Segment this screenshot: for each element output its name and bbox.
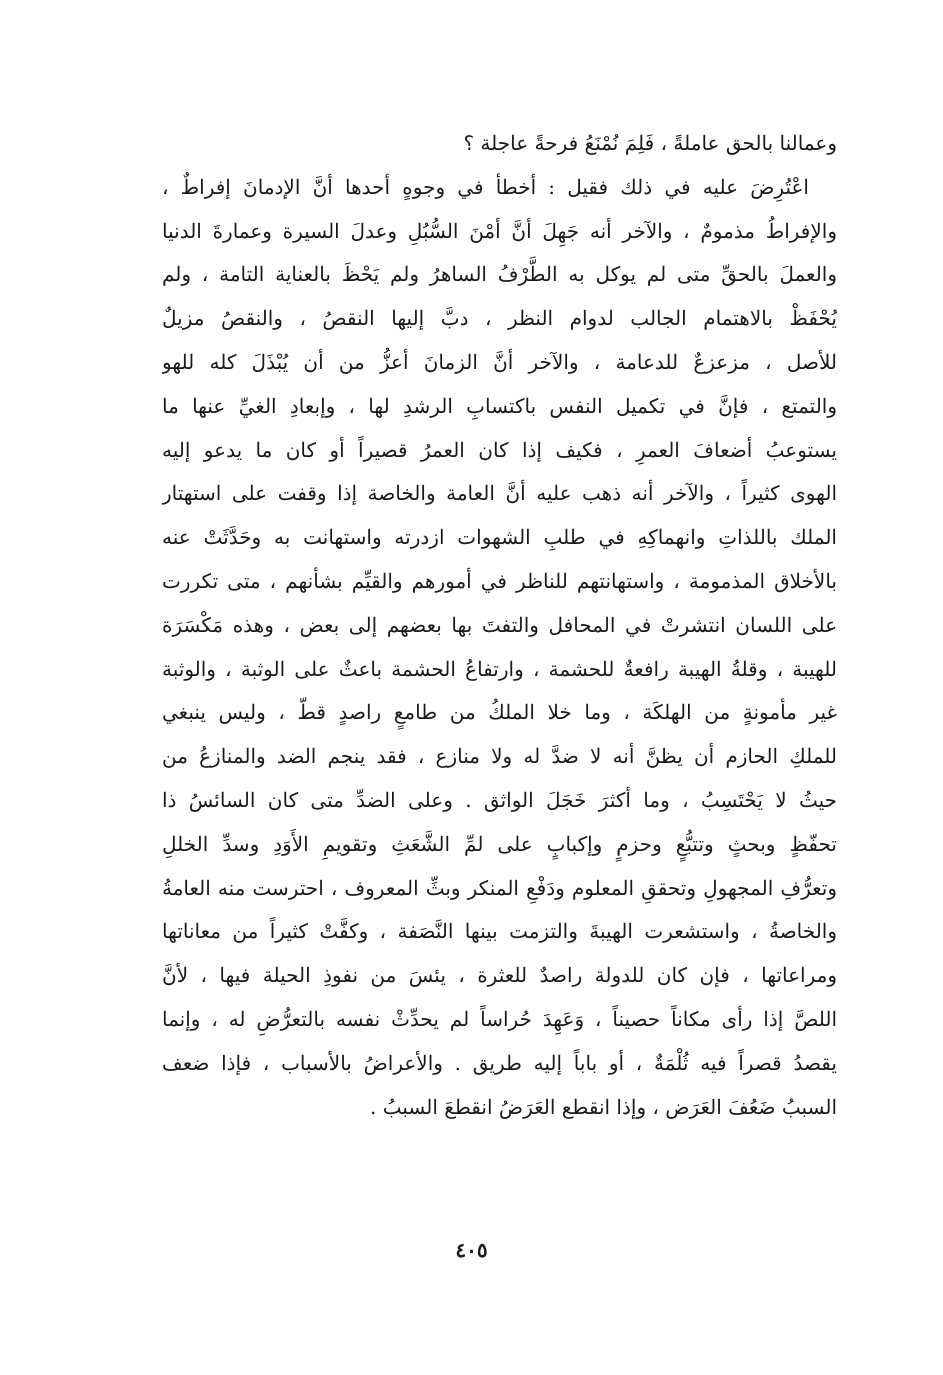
- paragraph-2-line: يقصدُ قصراً فيه ثُلْمَةٌ ، أو باباً إليه طريق . والأعراضُ بالأسباب ، فإذا ضعف: [162, 1050, 837, 1075]
- paragraph-2-line: والخاصةُ ، واستشعرت الهيبةَ والتزمت بينها النَّصَفة ، وكفَّتْ كثيراً من معاناتها: [162, 919, 837, 944]
- paragraph-2-line: للأصل ، مزعزعٌ للدعامة ، والآخر أنَّ الزمانَ أعزُّ من أن يُبْذَلَ كله للهو: [162, 349, 837, 374]
- paragraph-2-line: يستوعبُ أضعافَ العمرِ ، فكيف إذا كان العمرُ قصيراً أو كان ما يدعو إليه: [162, 437, 837, 462]
- paragraph-2-line: للملكِ الحازم أن يظنَّ أنه لا ضدَّ له ولا منازع ، فقد ينجم الضد والمنازعُ من: [162, 744, 837, 769]
- paragraph-2-line: الهوى كثيراً ، والآخر أنه ذهب عليه أنَّ العامة والخاصة إذا وقفت على استهتار: [162, 481, 837, 506]
- paragraph-2-line: والإفراطُ مذمومٌ ، والآخر أنه جَهِلَ أنَّ أمْنَ السُّبُلِ وعدلَ السيرة وعمارةَ الدنيا: [162, 218, 837, 243]
- paragraph-2-line: ومراعاتها ، فإن كان للدولة راصدٌ للعثرة ، يئسَ من نفوذِ الحيلة فيها ، لأنَّ: [162, 963, 837, 988]
- paragraph-2-line: الملك باللذاتِ وانهماكِهِ في طلبِ الشهوات ازدرته واستهانت به وحَدَّثَتْ عنه: [162, 525, 837, 550]
- paragraph-2-line: تحفّظٍ وبحثٍ وتتبُّعٍ وحزمٍ وإكبابٍ على لمِّ الشَّعَثِ وتقويمِ الأَوَدِ وسدِّ الخللِ: [162, 831, 837, 856]
- paragraph-2-line: اللصَّ إذا رأى مكاناً حصيناً ، وَعَهِدَ حُراساً لم يحدِّثْ نفسه بالتعرُّضِ له ، وإنما: [162, 1006, 837, 1031]
- paragraph-1-line: وعمالنا بالحق عاملةً ، فَلِمَ نُمْنَعُ فرحةً عاجلة ؟: [463, 131, 837, 155]
- paragraph-2-line: غير مأمونةٍ من الهلكَة ، وما خلا الملكُ من طامعٍ راصدٍ قطّ ، وليس ينبغي: [162, 700, 837, 725]
- paragraph-2-line: للهيبة ، وقلةُ الهيبة رافعةٌ للحشمة ، وارتفاعُ الحشمة باعثٌ على الوثبة ، والوثبة: [162, 656, 837, 681]
- paragraph-2-line: والتمتع ، فإنَّ في تكميل النفس باكتسابِ الرشدِ لها ، وإبعادِ الغيِّ عنها ما: [162, 393, 837, 418]
- paragraph-2-line: وتعرُّفِ المجهولِ وتحققِ المعلوم ودَفْعِ المنكر وبثِّ المعروف ، احترست منه العامةُ: [162, 875, 837, 900]
- paragraph-2-line: اعْتُرِضَ عليه في ذلك فقيل : أخطأ في وجوهٍ أحدها أنَّ الإدمانَ إفراطٌ ،: [162, 174, 809, 199]
- page-body-text: [162, 122, 837, 1129]
- paragraph-2-line: بالأخلاق المذمومة ، واستهانتهم للناظر في أمورهم والقيِّم بشأنهم ، متى تكررت: [162, 568, 837, 593]
- page-number: ٤٠٥: [455, 1238, 488, 1262]
- paragraph-2-line: السببُ ضَعُفَ العَرَض ، وإذا انقطع العَرَضُ انقطعَ السببُ .: [370, 1094, 837, 1119]
- paragraph-2-line: والعملَ بالحقِّ متى لم يوكل به الطَّرْفُ الساهرُ ولم يَحْظَ بالعناية التامة ، ولم: [162, 262, 837, 287]
- paragraph-2-line: يُحْفَظْ بالاهتمام الجالب لدوام النظر ، دبَّ إليها النقصُ ، والنقصُ مزيلٌ: [162, 306, 837, 331]
- paragraph-2-line: حيثُ لا يَحْتَسِبُ ، وما أكثرَ خَجَلَ الواثق . وعلى الضدِّ متى كان السائسُ ذا: [162, 787, 837, 812]
- paragraph-2-line: على اللسان انتشرتْ في المحافل والتفتَ بها بعضهم إلى بعض ، وهذه مَكْسَرَة: [162, 612, 837, 637]
